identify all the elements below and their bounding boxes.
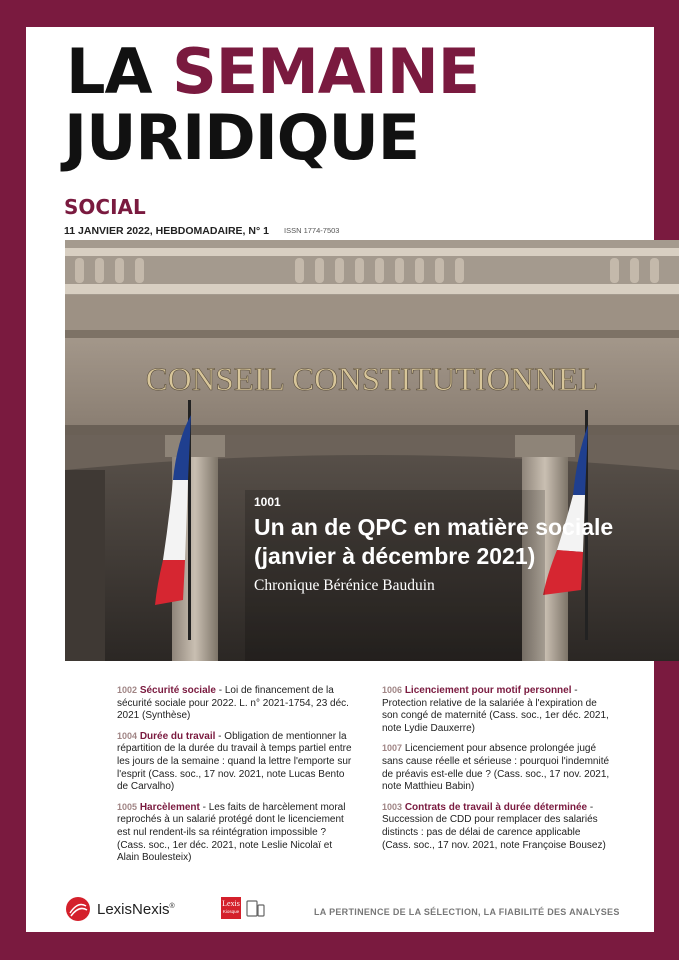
contents-item[interactable]: 1006 Licenciement pour motif personnel - Protection relative de la salariée à l'expiration de son congé de maternité (Cass. soc., 1er déc. 2021, note Lydie Dauxerre) [382, 685, 609, 734]
lead-number: 1001 [254, 495, 281, 509]
svg-text:Lexis: Lexis [222, 899, 240, 908]
contents-column-left [117, 684, 352, 872]
lead-author: Chronique Bérénice Bauduin [254, 577, 435, 594]
lexis-kiosque-badge[interactable] [220, 896, 265, 920]
contents-item[interactable]: 1005 Harcèlement - Les faits de harcèlement moral reprochés à un salarié protégé dont le licenciement est nul rendent-ils sa réintégration impossible ? (Cass. soc., 1er déc. 2021, note Leslie Nicolaï et Alain Boulesteix) [117, 801, 346, 864]
cover-photo [65, 240, 679, 661]
svg-text:Kiosque: Kiosque [222, 909, 240, 914]
lexisnexis-logo[interactable]: LexisNexis® [65, 896, 175, 922]
issue-dateline: 11 JANVIER 2022, HEBDOMADAIRE, N° 1 [64, 225, 269, 237]
contents-item[interactable]: 1003 Contrats de travail à durée déterminée - Succession de CDD pour remplacer des salariés distincts : pas de délai de carence applicable (Cass. soc., 17 nov. 2021, note Françoise Bousez) [382, 801, 606, 851]
contents-column-right [382, 684, 612, 859]
issn: ISSN 1774-7503 [284, 226, 340, 235]
lexisnexis-mark-icon [65, 896, 91, 922]
kiosque-book-icon [220, 896, 242, 920]
contents-item[interactable]: 1002 Sécurité sociale - Loi de financement de la sécurité sociale pour 2022. L. n° 2021-1754, 23 déc. 2021 (Synthèse) [117, 685, 349, 722]
inscription-text: CONSEIL CONSTITUTIONNEL [145, 362, 599, 398]
contents-item[interactable]: 1004 Durée du travail - Obligation de mentionner la répartition de la durée du travail à temps partiel entre les jours de la semaine : quand la lettre l'emporte sur l'esprit (Cass. soc., 17 nov. 2021, note Lucas Bento de Carvalho) [117, 730, 352, 793]
lead-article[interactable] [254, 495, 614, 595]
masthead-line-1: LA SEMAINE [66, 35, 480, 108]
contents-item[interactable]: 1007 Licenciement pour absence prolongée jugé sans cause réelle et sérieuse : pourquoi l'indemnité de préavis est-elle due ? (Cass. soc., 17 nov. 2021, note Matthieu Babin) [382, 743, 610, 793]
devices-icon [245, 898, 265, 918]
lead-title: Un an de QPC en matière sociale (janvier à décembre 2021) [254, 514, 614, 569]
masthead-line-2: JURIDIQUE [64, 101, 420, 174]
section-title: SOCIAL [64, 195, 146, 219]
footer-tagline: LA PERTINENCE DE LA SÉLECTION, LA FIABILITÉ DES ANALYSES [314, 907, 620, 917]
